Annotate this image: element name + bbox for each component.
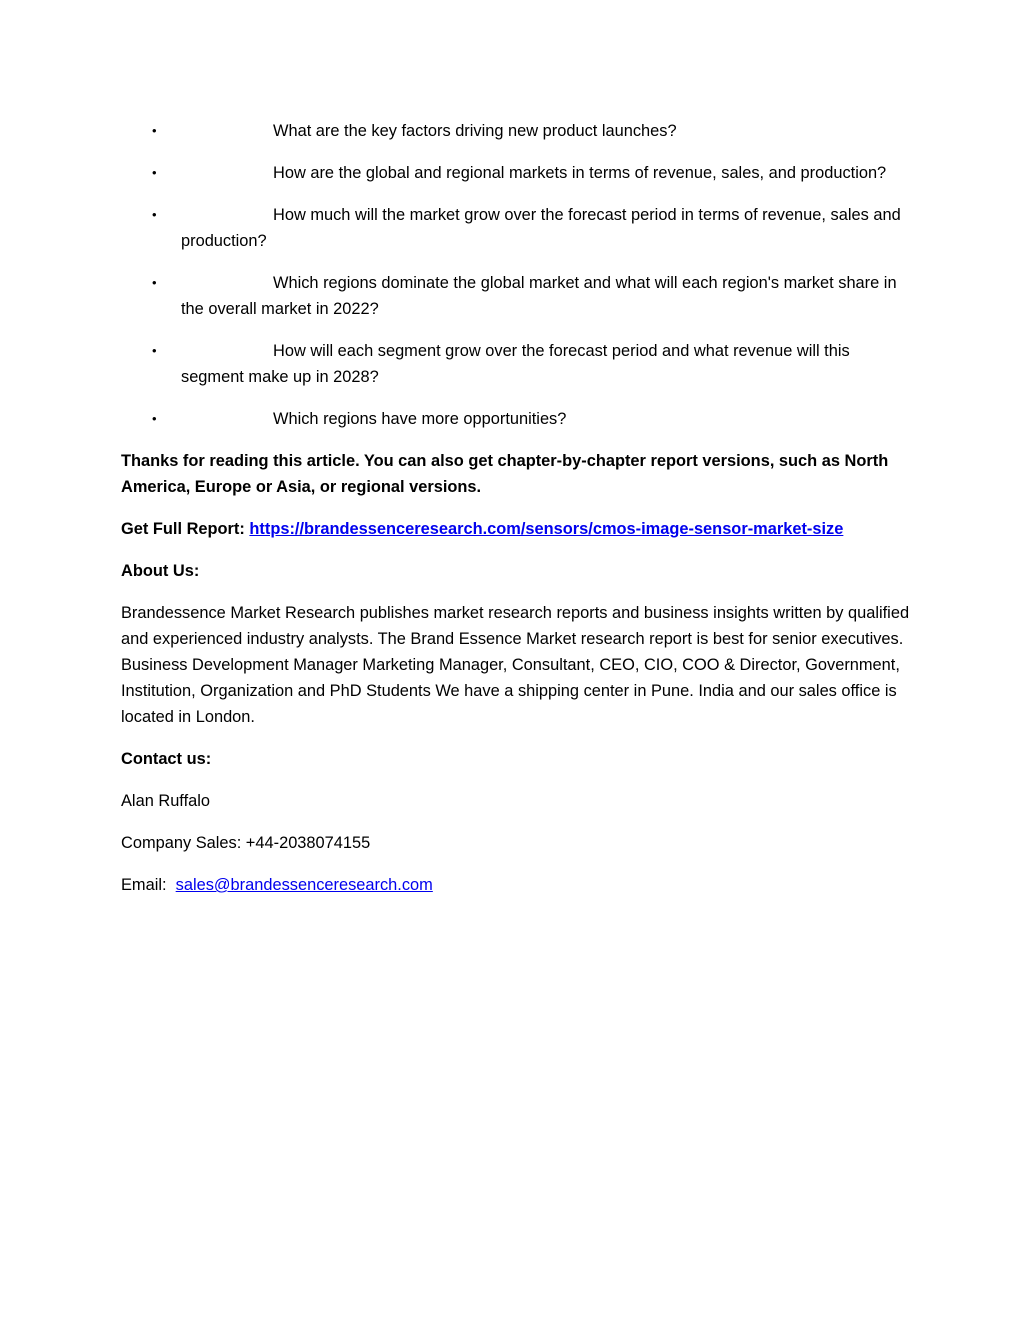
list-item xyxy=(121,202,911,254)
bullet-icon: • xyxy=(152,411,157,426)
question-text: How are the global and regional markets in terms of revenue, sales, and production? xyxy=(273,164,887,182)
questions-list xyxy=(121,118,911,432)
full-report-link[interactable]: https://brandessenceresearch.com/sensors/cmos-image-sensor-market-size xyxy=(249,520,844,538)
email-line xyxy=(121,872,911,898)
email-label: Email: xyxy=(121,876,167,894)
full-report-label: Get Full Report: xyxy=(121,520,245,538)
bullet-icon: • xyxy=(152,165,157,180)
full-report-line xyxy=(121,516,911,542)
bullet-icon: • xyxy=(152,123,157,138)
question-text: How will each segment grow over the forecast period and what revenue will this segment make up in 2028? xyxy=(181,342,850,386)
about-heading: About Us: xyxy=(121,562,200,580)
list-item xyxy=(121,406,911,432)
question-text: Which regions have more opportunities? xyxy=(273,410,567,428)
bullet-icon: • xyxy=(152,343,157,358)
company-sales: Company Sales: +44-2038074155 xyxy=(121,834,371,852)
bullet-icon: • xyxy=(152,207,157,222)
list-item xyxy=(121,160,911,186)
thanks-paragraph: Thanks for reading this article. You can also get chapter-by-chapter report versions, such as North America, Europe or Asia, or regional versions. xyxy=(121,452,889,496)
contact-name: Alan Ruffalo xyxy=(121,792,210,810)
question-text: What are the key factors driving new product launches? xyxy=(273,122,677,140)
list-item xyxy=(121,338,911,390)
document-content xyxy=(121,118,911,914)
about-body: Brandessence Market Research publishes market research reports and business insights written by qualified and experienced industry analysts. The Brand Essence Market research report is best for senior executives. Business Development Manager Marketing Manager, Consultant, CEO, CIO, COO & Director, Government, Institution, Organization and PhD Students We have a shipping center in Pune. India and our sales office is located in London. xyxy=(121,604,910,726)
question-text: Which regions dominate the global market and what will each region's market share in the overall market in 2022? xyxy=(181,274,897,318)
contact-heading: Contact us: xyxy=(121,750,212,768)
list-item xyxy=(121,118,911,144)
list-item xyxy=(121,270,911,322)
bullet-icon: • xyxy=(152,275,157,290)
question-text: How much will the market grow over the forecast period in terms of revenue, sales and production? xyxy=(181,206,901,250)
email-link[interactable]: sales@brandessenceresearch.com xyxy=(175,876,433,894)
